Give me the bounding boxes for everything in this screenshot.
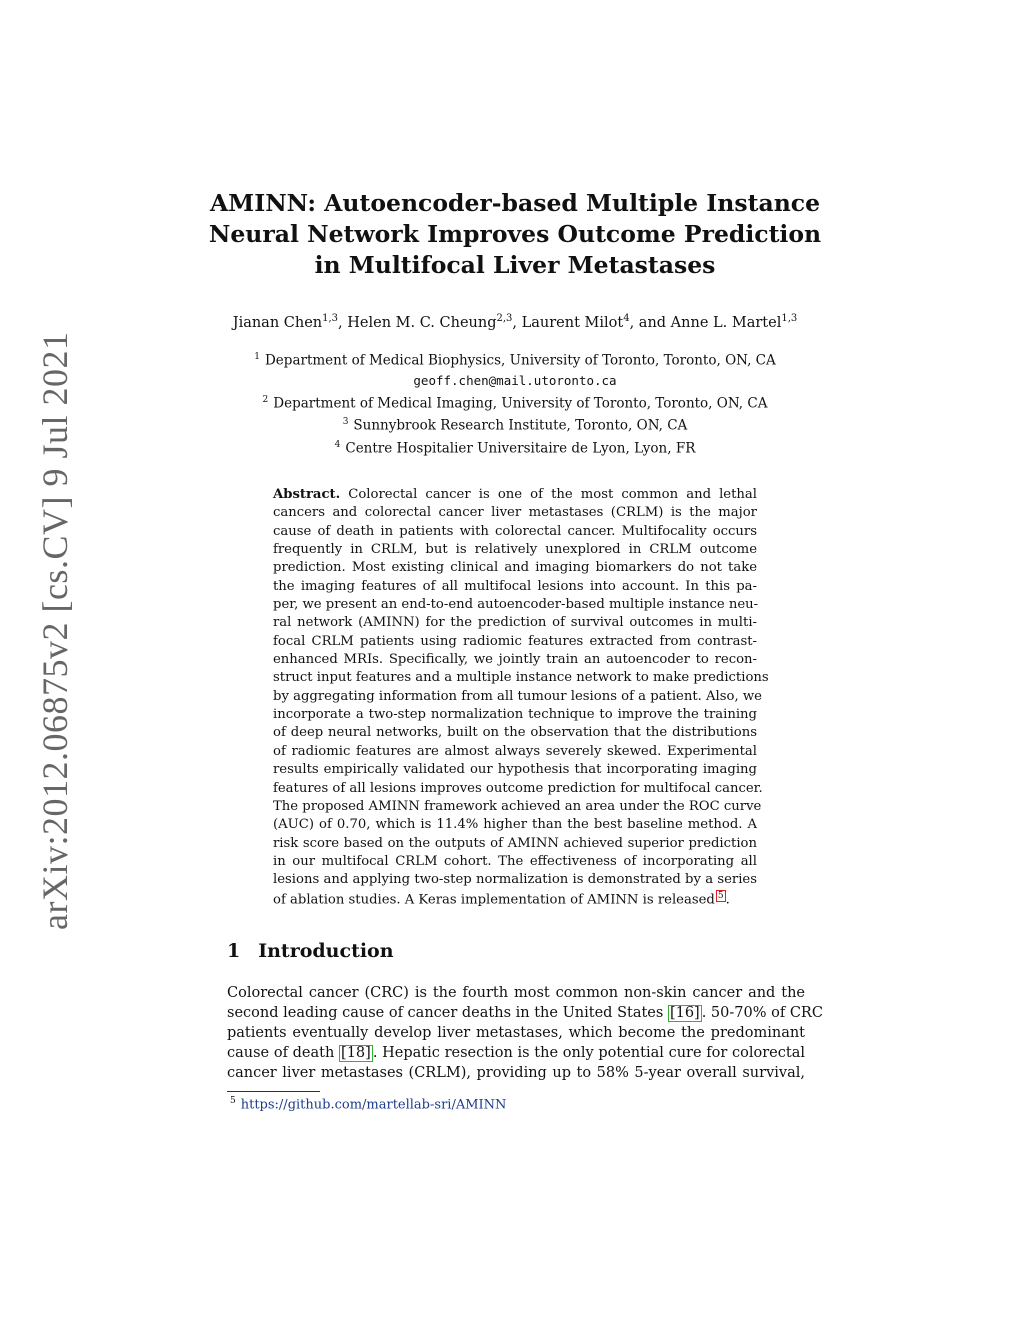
title-line: in Multifocal Liver Metastases [314, 251, 716, 279]
affil-mark: 3 [342, 417, 349, 427]
footnote-url-link[interactable]: https://github.com/martellab-sri/AMINN [240, 1097, 507, 1113]
abstract-line: focal CRLM patients using radiomic features extracted from contrast- [273, 633, 757, 649]
abstract-line: ral network (AMINN) for the prediction of survival outcomes in multi- [273, 615, 757, 631]
abstract-line: prediction. Most existing clinical and imaging biomarkers do not take [273, 560, 757, 576]
email-text[interactable]: geoff.chen@mail.utoronto.ca [413, 372, 617, 388]
affiliations [200, 348, 830, 458]
abstract-line [273, 890, 757, 908]
abstract-line: features of all lesions improves outcome prediction for multifocal cancer. [273, 780, 763, 796]
abstract-line: results empirically validated our hypothesis that incorporating imaging [273, 762, 757, 778]
author-name: Helen M. C. Cheung [347, 314, 497, 331]
abstract-line: of radiomic features are almost always severely skewed. Experimental [273, 743, 757, 759]
title-line: Neural Network Improves Outcome Prediction [208, 220, 822, 248]
body-line [227, 1043, 805, 1063]
affil-text: Department of Medical Imaging, University of Toronto, Toronto, ON, CA [273, 395, 768, 411]
abstract-line: struct input features and a multiple instance network to make predictions [273, 670, 769, 686]
abstract-line: incorporate a two-step normalization technique to improve the training [273, 707, 757, 723]
affiliation-1 [200, 348, 830, 371]
section-heading [227, 940, 394, 962]
abstract-line: frequently in CRLM, but is relatively unexplored in CRLM outcome [273, 542, 757, 558]
affil-mark: 2 [262, 394, 269, 405]
footnote-link[interactable]: 5 [717, 890, 724, 901]
author-name: Laurent Milot [521, 314, 624, 331]
author-separator: , [338, 314, 348, 331]
author-affil-mark: 2,3 [496, 313, 513, 324]
abstract-line: risk score based on the outputs of AMINN achieved superior prediction [273, 835, 757, 851]
body-line: Colorectal cancer (CRC) is the fourth most common non-skin cancer and the [227, 985, 805, 1001]
body-text: second leading cause of cancer deaths in the United States [227, 1005, 664, 1021]
footnote [230, 1096, 506, 1112]
body-text: . Hepatic resection is the only potential cure for colorectal [372, 1045, 805, 1061]
abstract-line [273, 486, 757, 504]
title-line: AMINN: Autoencoder-based Multiple Instance [209, 189, 821, 217]
body-line: cancer liver metastases (CRLM), providing up to 58% 5-year overall survival, [227, 1065, 805, 1081]
footnote-mark: 5 [230, 1096, 236, 1106]
paper-title [200, 188, 830, 281]
citation-link[interactable]: [18] [341, 1045, 371, 1061]
arxiv-side-stamp: arXiv:2012.06875v2 [cs.CV] 9 Jul 2021 [35, 331, 75, 930]
intro-paragraph [227, 983, 823, 1083]
affil-text: Centre Hospitalier Universitaire de Lyon, Lyon, FR [345, 440, 696, 456]
affil-mark: 1 [254, 352, 260, 362]
abstract-line: lesions and applying two-step normalization is demonstrated by a series [273, 872, 757, 888]
abstract-text: of ablation studies. A Keras implementation of AMINN is released [273, 891, 715, 907]
body-line [227, 1003, 823, 1023]
author-name: Anne L. Martel [670, 314, 782, 331]
citation-link[interactable]: [16] [669, 1005, 700, 1021]
body-text: . 50-70% of CRC [701, 1005, 823, 1021]
abstract-line: (AUC) of 0.70, which is 11.4% higher than the best baseline method. A [273, 817, 757, 833]
affil-text: Sunnybrook Research Institute, Toronto, ON, CA [353, 417, 688, 434]
abstract-line: enhanced MRIs. Specifically, we jointly train an autoencoder to recon- [273, 652, 757, 668]
body-text: cause of death [227, 1045, 335, 1061]
affiliation-4 [200, 436, 830, 459]
author-affil-mark: 1,3 [322, 313, 339, 324]
author-affil-mark: 4 [623, 313, 630, 324]
abstract-heading: Abstract. [273, 487, 341, 502]
section-number: 1 [227, 940, 241, 962]
affiliation-2 [200, 391, 830, 414]
contact-email[interactable] [200, 371, 830, 391]
abstract-line: by aggregating information from all tumour lesions of a patient. Also, we [273, 688, 762, 704]
abstract [273, 486, 769, 908]
abstract-line: cause of death in patients with colorectal cancer. Multifocality occurs [273, 523, 757, 539]
affiliation-3 [200, 413, 830, 436]
author-separator: , and [629, 314, 671, 331]
abstract-text: . [725, 891, 730, 907]
author-list [200, 313, 830, 331]
affil-mark: 4 [334, 439, 341, 450]
abstract-line: The proposed AMINN framework achieved an area under the ROC curve [273, 798, 762, 814]
abstract-text: Colorectal cancer is one of the most common and lethal [348, 487, 757, 502]
affil-text: Department of Medical Biophysics, University of Toronto, Toronto, ON, CA [264, 352, 776, 369]
abstract-line: the imaging features of all multifocal lesions into account. In this pa- [273, 578, 757, 594]
author-name: Jianan Chen [232, 314, 323, 331]
section-title: Introduction [258, 940, 394, 962]
author-separator: , [512, 314, 522, 331]
author-affil-mark: 1,3 [781, 313, 798, 324]
footnote-rule [227, 1091, 320, 1092]
abstract-line: in our multifocal CRLM cohort. The effectiveness of incorporating all [273, 853, 757, 869]
abstract-line: per, we present an end-to-end autoencoder-based multiple instance neu- [273, 597, 759, 613]
abstract-line: cancers and colorectal cancer liver metastases (CRLM) is the major [273, 505, 757, 521]
body-line: patients eventually develop liver metastases, which become the predominant [227, 1025, 805, 1041]
abstract-line: of deep neural networks, built on the observation that the distributions [273, 725, 757, 741]
